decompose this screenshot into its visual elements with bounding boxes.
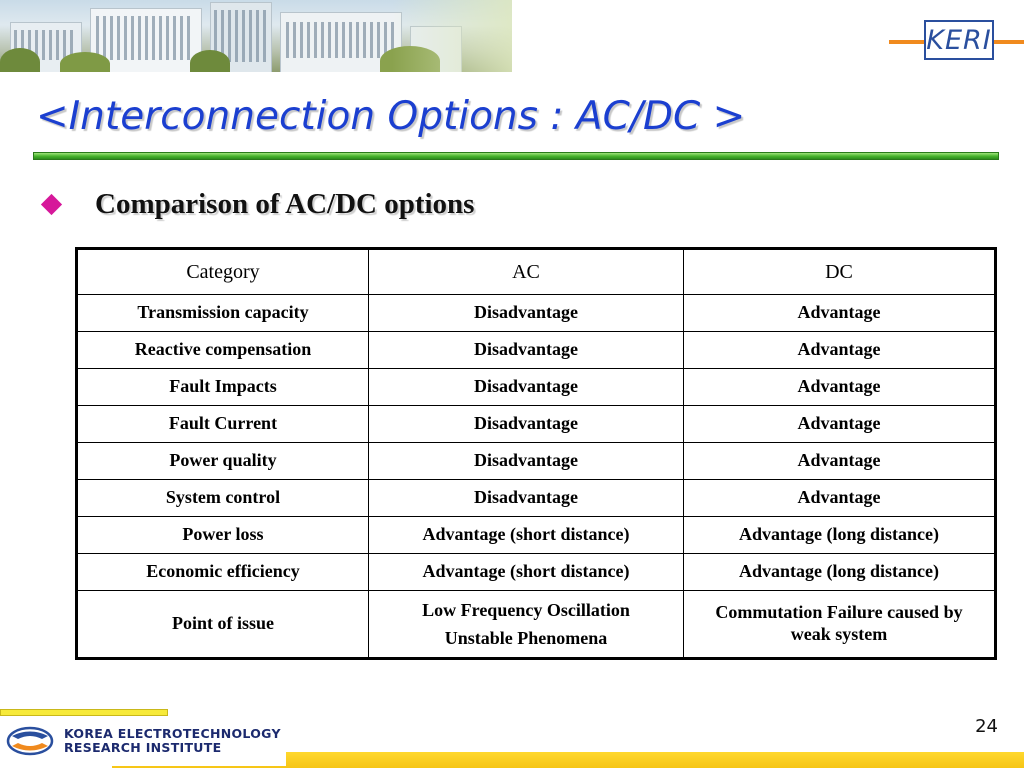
cell-ac: Disadvantage [369,480,684,517]
cell-ac: Advantage (short distance) [369,517,684,554]
cell-category: System control [77,480,369,517]
table-row [77,517,996,554]
slide-title: <Interconnection Options : AC/DC > [36,94,746,139]
logo-accent-line-right [994,40,1024,44]
table-row [77,369,996,406]
header-dc: DC [684,249,996,295]
cell-ac-line2: Unstable Phenomena [444,628,608,648]
header-ac: AC [369,249,684,295]
footer-org-name [64,727,281,755]
footer-accent-bar [0,709,168,716]
header-category: Category [77,249,369,295]
table-row [77,295,996,332]
logo-accent-line-left [889,40,925,44]
header-banner-photo [0,0,512,72]
cell-dc: Advantage [684,295,996,332]
keri-emblem-icon [6,726,54,756]
cell-category: Power loss [77,517,369,554]
cell-dc: Commutation Failure caused by weak system [684,591,996,659]
cell-ac: Advantage (short distance) [369,554,684,591]
table-row-point-of-issue [77,591,996,659]
cell-dc: Advantage [684,443,996,480]
table-row [77,554,996,591]
table-row [77,406,996,443]
cell-ac: Disadvantage [369,369,684,406]
cell-category: Transmission capacity [77,295,369,332]
cell-category: Fault Current [77,406,369,443]
table-row [77,443,996,480]
footer-org-line2: RESEARCH INSTITUTE [64,740,222,755]
table-row [77,332,996,369]
page-number: 24 [975,716,998,737]
cell-dc: Advantage [684,332,996,369]
cell-category: Power quality [77,443,369,480]
cell-ac [369,591,684,659]
table-row [77,480,996,517]
diamond-bullet-icon [41,194,62,215]
cell-dc: Advantage [684,369,996,406]
cell-ac: Disadvantage [369,295,684,332]
footer-org-line1: KOREA ELECTROTECHNOLOGY [64,726,281,741]
cell-category: Economic efficiency [77,554,369,591]
title-underline-bar [33,152,999,160]
cell-dc: Advantage (long distance) [684,554,996,591]
cell-dc: Advantage [684,406,996,443]
cell-category: Fault Impacts [77,369,369,406]
cell-dc: Advantage (long distance) [684,517,996,554]
cell-dc: Advantage [684,480,996,517]
cell-ac-line1: Low Frequency Oscillation [422,600,630,620]
cell-ac: Disadvantage [369,332,684,369]
cell-category: Point of issue [77,591,369,659]
table-header-row [77,249,996,295]
keri-logo: KERI [924,20,994,60]
cell-category: Reactive compensation [77,332,369,369]
slide-subtitle: Comparison of AC/DC options [95,188,475,220]
cell-ac: Disadvantage [369,443,684,480]
cell-ac: Disadvantage [369,406,684,443]
comparison-table [75,247,997,660]
